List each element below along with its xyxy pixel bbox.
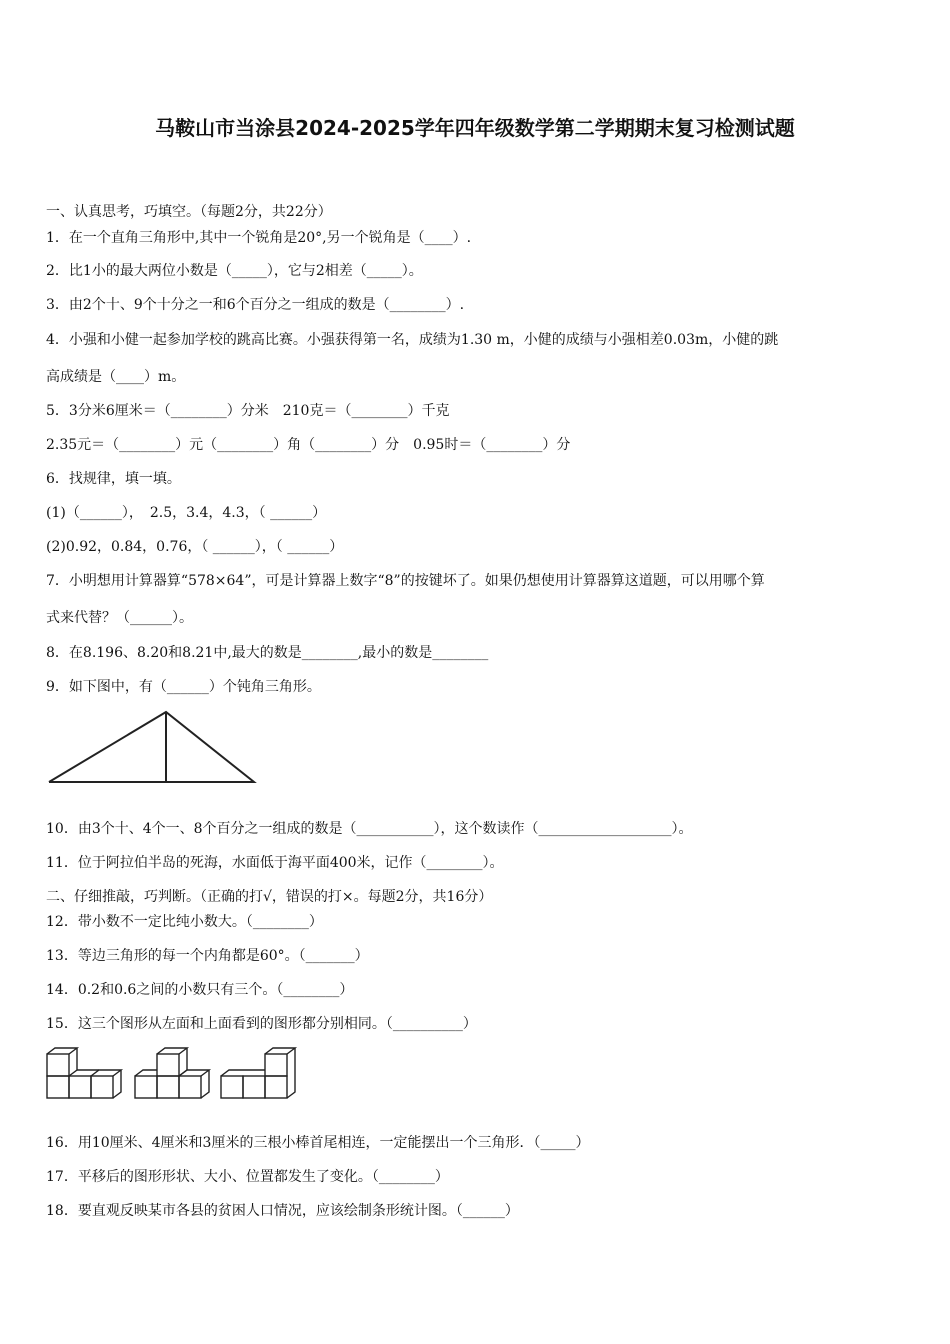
cube-figure-3 <box>220 1046 300 1102</box>
question-12: 12．带小数不一定比纯小数大。（________） <box>46 914 323 930</box>
question-9: 9．如下图中，有（______）个钝角三角形。 <box>46 679 321 695</box>
question-13: 13．等边三角形的每一个内角都是60°。（_______） <box>46 948 369 964</box>
question-7-line-1: 7．小明想用计算器算“578×64”，可是计算器上数字“8”的按键坏了。如果仍想使用计算器算这道题，可以用哪个算 <box>46 573 765 589</box>
question-18: 18．要直观反映某市各县的贫困人口情况，应该绘制条形统计图。（______） <box>46 1203 519 1219</box>
question-16: 16．用10厘米、4厘米和3厘米的三根小棒首尾相连，一定能摆出一个三角形．（_____） <box>46 1135 590 1151</box>
cube-figure-1 <box>46 1046 126 1102</box>
cube-figure-2 <box>134 1046 214 1102</box>
obtuse-triangle-figure <box>46 708 261 788</box>
question-4-line-2: 高成绩是（____）m。 <box>46 369 186 385</box>
question-6: 6．找规律，填一填。 <box>46 471 181 487</box>
question-15: 15．这三个图形从左面和上面看到的图形都分别相同。（__________） <box>46 1016 477 1032</box>
question-10: 10．由3个十、4个一、8个百分之一组成的数是（___________），这个数读作（___________________）。 <box>46 821 693 837</box>
question-1: 1．在一个直角三角形中,其中一个锐角是20°,另一个锐角是（____）. <box>46 230 472 246</box>
section-1-heading: 一、认真思考，巧填空。（每题2分，共22分） <box>46 204 332 220</box>
page-title: 马鞍山市当涂县2024-2025学年四年级数学第二学期期末复习检测试题 <box>155 116 795 140</box>
question-17: 17．平移后的图形形状、大小、位置都发生了变化。（________） <box>46 1169 449 1185</box>
triangle-outline <box>49 712 254 782</box>
question-5-line-2: 2.35元＝（________）元（________）角（________）分 0.95时＝（________）分 <box>46 437 571 453</box>
section-2-heading: 二、仔细推敲，巧判断。（正确的打√，错误的打×。每题2分，共16分） <box>46 889 493 905</box>
question-2: 2．比1小的最大两位小数是（_____），它与2相差（_____）。 <box>46 263 423 279</box>
question-3: 3．由2个十、9个十分之一和6个百分之一组成的数是（________）. <box>46 297 465 313</box>
question-7-line-2: 式来代替？（______）。 <box>46 610 193 626</box>
question-4-line-1: 4．小强和小健一起参加学校的跳高比赛。小强获得第一名，成绩为1.30 m，小健的成绩与小强相差0.03m，小健的跳 <box>46 332 779 348</box>
question-6-part-2: (2)0.92，0.84，0.76，（ ______），（ ______） <box>46 539 344 555</box>
question-8: 8．在8.196、8.20和8.21中,最大的数是________,最小的数是________ <box>46 645 489 661</box>
question-14: 14．0.2和0.6之间的小数只有三个。（________） <box>46 982 354 998</box>
question-11: 11．位于阿拉伯半岛的死海，水面低于海平面400米，记作（________）。 <box>46 855 504 871</box>
question-6-part-1: (1)（______）， 2.5，3.4，4.3，（ ______） <box>46 505 327 521</box>
question-5-line-1: 5．3分米6厘米＝（________）分米 210克＝（________）千克 <box>46 403 450 419</box>
